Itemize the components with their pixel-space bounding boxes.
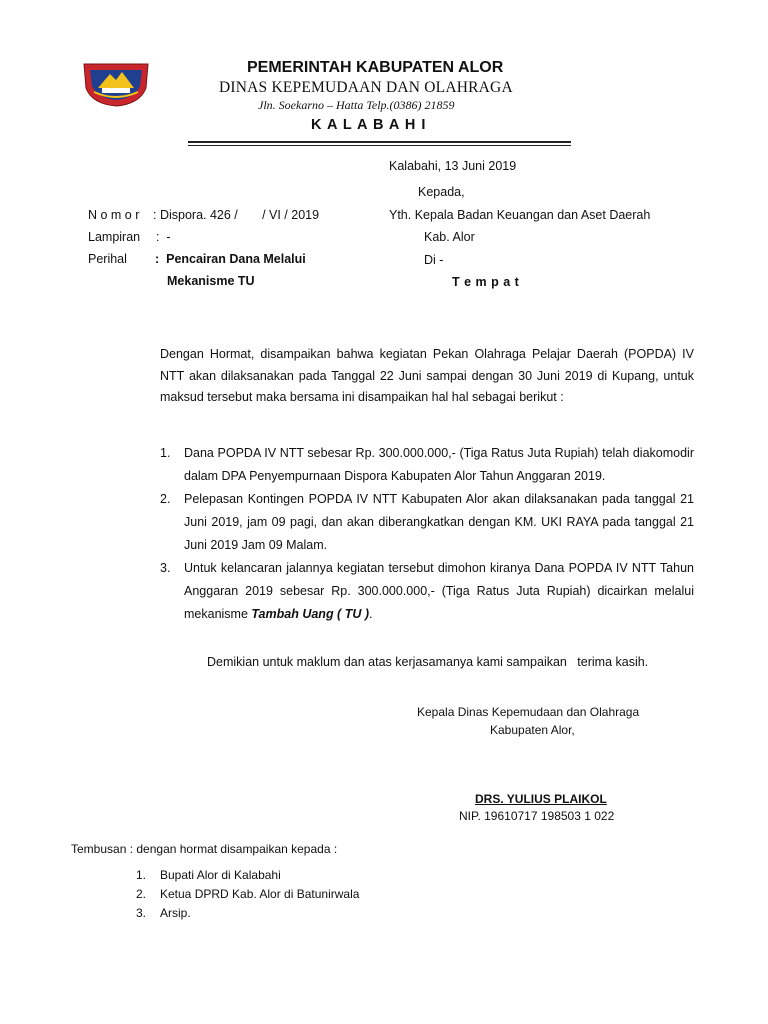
lampiran-value: : -: [156, 230, 171, 244]
letterhead-divider: [188, 141, 571, 143]
list-item: [160, 442, 694, 488]
list-item-emphasis: Tambah Uang ( TU ): [251, 607, 369, 621]
signature-title-region: Kabupaten Alor,: [490, 723, 575, 737]
letterhead-divider-thin: [188, 145, 571, 146]
nomor-value: : Dispora. 426 / / VI / 2019: [153, 208, 320, 222]
opening-paragraph: Dengan Hormat, disampaikan bahwa kegiatan Pekan Olahraga Pelajar Daerah (POPDA) IV NTT akan dilaksanakan pada Tanggal 22 Juni sampai dengan 30 Juni 2019 di Kupang, untuk maksud tersebut maka bersama ini disampaikan hal hal sebagai berikut :: [160, 347, 694, 404]
list-item: [136, 866, 359, 885]
list-item-number: 1.: [136, 868, 147, 882]
government-name: PEMERINTAH KABUPATEN ALOR: [247, 59, 504, 76]
signatory-name: DRS. YULIUS PLAIKOL: [475, 792, 607, 806]
recipient-place: Kab. Alor: [424, 230, 475, 244]
list-item-number: 1.: [160, 446, 171, 460]
recipient-tempat: T e m p a t: [452, 275, 520, 289]
tembusan-list: [136, 866, 359, 923]
list-item-text: Ketua DPRD Kab. Alor di Batunirwala: [160, 887, 360, 901]
list-item: [160, 488, 694, 557]
list-item-text: Dana POPDA IV NTT sebesar Rp. 300.000.000,- (Tiga Ratus Juta Rupiah) telah diakomodir dalam DPA Penyempurnaan Dispora Kabupaten Alor Tahun Anggaran 2019.: [184, 446, 694, 483]
list-item-text: Bupati Alor di Kalabahi: [160, 868, 281, 882]
letter-date: Kalabahi, 13 Juni 2019: [389, 159, 517, 173]
signatory-nip: NIP. 19610717 198503 1 022: [459, 809, 615, 823]
agency-address: Jln. Soekarno – Hatta Telp.(0386) 21859: [258, 98, 455, 112]
perihal-label: Perihal: [88, 252, 127, 266]
list-item-number: 2.: [160, 492, 171, 506]
list-item: [136, 885, 359, 904]
recipient-yth: Yth. Kepala Badan Keuangan dan Aset Daerah: [389, 208, 651, 222]
list-item-end: .: [368, 607, 373, 621]
city-name: K A L A B A H I: [311, 117, 427, 133]
nomor-label: N o m o r: [88, 208, 140, 222]
recipient-di: Di -: [424, 253, 444, 267]
regency-coat-of-arms-logo: [80, 58, 152, 108]
tembusan-heading: Tembusan : dengan hormat disampaikan kepada :: [71, 842, 338, 856]
list-item-number: 3.: [136, 906, 147, 920]
lampiran-label: Lampiran: [88, 230, 141, 244]
list-item-text: Arsip.: [160, 906, 191, 920]
closing-paragraph: Demikian untuk maklum dan atas kerjasamanya kami sampaikan terima kasih.: [207, 655, 649, 669]
list-item-text: Pelepasan Kontingen POPDA IV NTT Kabupaten Alor akan dilaksanakan pada tanggal 21 Juni 2019, jam 09 pagi, dan akan diberangkatkan dengan KM. UKI RAYA pada tanggal 21 Juni 2019 Jam 09 Malam.: [184, 492, 694, 552]
list-item-number: 2.: [136, 887, 147, 901]
perihal-value: : Pencairan Dana Melalui: [155, 252, 306, 266]
recipient-kepada: Kepada,: [418, 185, 465, 199]
list-item: [160, 557, 694, 626]
list-item-text: Untuk kelancaran jalannya kegiatan tersebut dimohon kiranya Dana POPDA IV NTT Tahun Anggaran 2019 sebesar Rp. 300.000.000,- (Tiga Ratus Juta Rupiah) dicairkan melalui mekanisme: [184, 561, 694, 621]
perihal-value-cont: Mekanisme TU: [167, 274, 255, 288]
list-item: [136, 904, 359, 923]
points-list: [160, 442, 694, 626]
list-item-number: 3.: [160, 561, 171, 575]
agency-name: DINAS KEPEMUDAAN DAN OLAHRAGA: [219, 79, 513, 96]
signature-title: Kepala Dinas Kepemudaan dan Olahraga: [417, 705, 640, 719]
